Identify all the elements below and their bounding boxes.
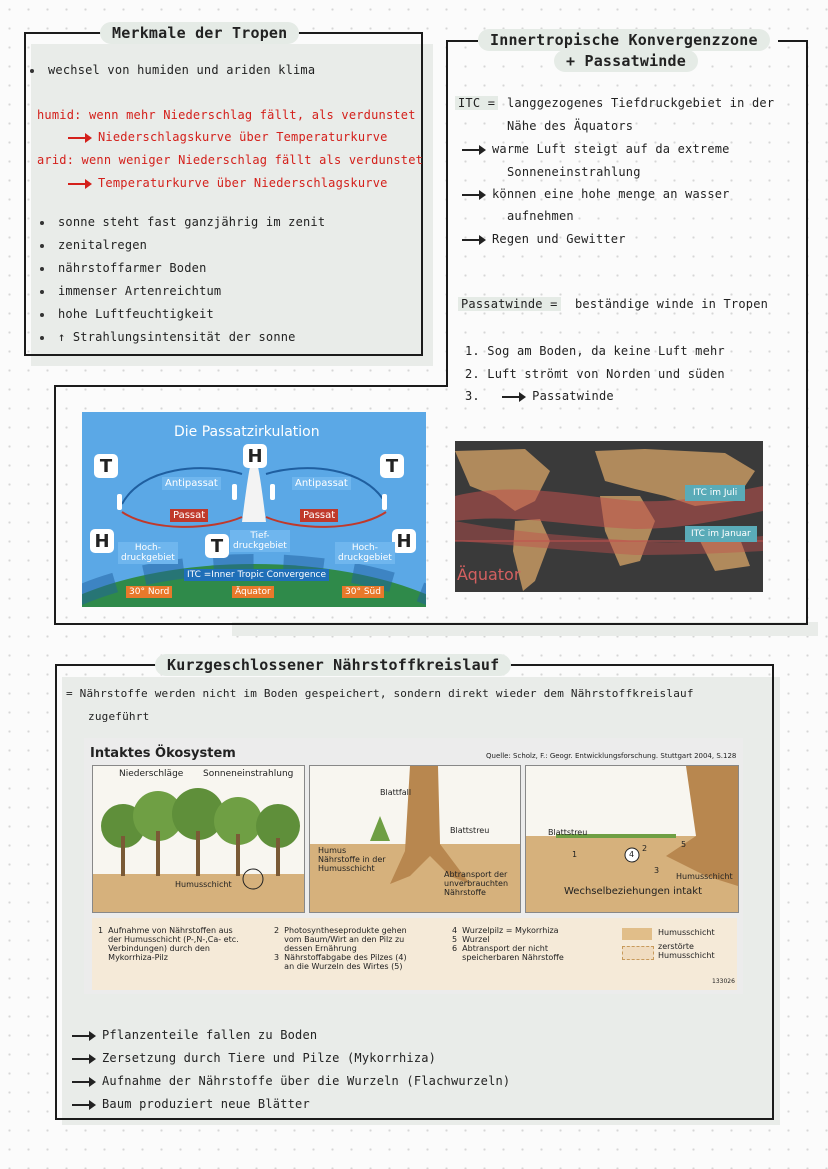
passat-label-right: Passat	[300, 509, 338, 522]
marker-4: 4	[629, 850, 635, 859]
arid-definition: arid: wenn weniger Niederschlag fällt als verdunstet	[37, 153, 424, 167]
legend-1: 1 Aufnahme von Nährstoffen aus der Humusschicht (P-,N-,Ca- etc. Verbindungen) durch den Mykorrhiza-Pilz	[98, 926, 239, 962]
list-item: zenitalregen	[40, 238, 147, 252]
itc-title: Innertropische Konvergenzzone	[478, 29, 770, 51]
H-marker: H	[243, 444, 267, 468]
legend-3: 4 Wurzelpilz = Mykorrhiza 5 Wurzel 6 Abtransport der nicht speicherbaren Nährstoffe	[452, 926, 564, 962]
arrow-icon	[462, 239, 484, 241]
blattstreu-label: Blattstreu	[450, 826, 490, 835]
arid-result: Temperaturkurve über Niederschlagskurve	[68, 176, 388, 190]
arrow-icon	[462, 149, 484, 151]
panel-forest	[92, 765, 305, 913]
oekosystem-figure	[84, 738, 743, 994]
passat-label-left: Passat	[170, 509, 208, 522]
niederschlag-label: Niederschläge	[119, 769, 184, 779]
itc-definition-1: langgezogenes Tiefdruckgebiet in der	[507, 96, 775, 110]
itc-point-2: können eine hohe menge an wasser	[462, 187, 730, 201]
itc-point-3: Regen und Gewitter	[462, 232, 626, 246]
step-1: Pflanzenteile fallen zu Boden	[72, 1028, 317, 1042]
blattfall-label: Blattfall	[380, 788, 412, 797]
itc-juli-label: ITC im Juli	[685, 485, 745, 501]
itc-mid-line	[54, 385, 448, 387]
nord-label: 30° Nord	[126, 586, 172, 598]
itc-subtitle: + Passatwinde	[554, 50, 698, 72]
key-humus-swatch	[622, 928, 652, 940]
key-destroyed-label: zerstörte Humusschicht	[658, 942, 715, 960]
arrow-icon	[72, 1104, 94, 1106]
hoch-label-right: Hoch- druckgebiet	[335, 542, 395, 564]
itc-bottom-line	[54, 623, 808, 625]
humusschicht-label-2: Humusschicht	[676, 872, 733, 881]
humid-definition: humid: wenn mehr Niederschlag fällt, als verdunstet	[37, 108, 416, 122]
marker-2: 2	[642, 844, 648, 853]
passat-figure-title: Die Passatzirkulation	[174, 424, 320, 440]
passat-step-2: 2. Luft strömt von Norden und süden	[465, 367, 725, 381]
arrow-icon	[68, 137, 90, 139]
passat-step-1: 1. Sog am Boden, da keine Luft mehr	[465, 344, 725, 358]
abtransport-label: Abtransport der unverbrauchten Nährstoffe	[444, 870, 509, 897]
tropen-title: Merkmale der Tropen	[100, 22, 299, 44]
key-destroyed-swatch	[622, 946, 654, 960]
itc-top-line-right	[778, 40, 808, 42]
step-2: Zersetzung durch Tiere und Pilze (Mykorrhiza)	[72, 1051, 436, 1065]
step-4: Baum produziert neue Blätter	[72, 1097, 310, 1111]
oekosystem-title: Intaktes Ökosystem	[90, 746, 236, 761]
thermometer-icon	[382, 494, 387, 510]
kreislauf-title: Kurzgeschlossener Nährstoffkreislauf	[155, 654, 511, 676]
itc-point-2b: aufnehmen	[507, 209, 574, 223]
kreislauf-definition-2: zugeführt	[88, 710, 150, 723]
key-humus-label: Humusschicht	[658, 928, 715, 937]
wechsel-label: Wechselbeziehungen intakt	[564, 886, 703, 897]
forest-illustration	[93, 766, 304, 912]
T-marker: T	[380, 454, 404, 478]
arrow-icon	[72, 1035, 94, 1037]
arrow-icon	[502, 396, 524, 398]
list-item: sonne steht fast ganzjährig im zenit	[40, 215, 325, 229]
passat-step-3: 3. Passatwinde	[465, 389, 614, 403]
humusschicht-label: Humusschicht	[175, 880, 232, 889]
arrow-icon	[68, 183, 90, 185]
kreislauf-definition-1: = Nährstoffe werden nicht im Boden gespeichert, sondern direkt wieder dem Nährstoffkreislauf	[66, 687, 694, 700]
thermometer-icon	[232, 484, 237, 500]
thermometer-icon	[117, 494, 122, 510]
arrow-icon	[462, 194, 484, 196]
passat-definition: beständige winde in Tropen	[575, 297, 769, 311]
marker-3: 3	[654, 866, 660, 875]
list-item: immenser Artenreichtum	[40, 284, 221, 298]
step-3: Aufnahme der Nährstoffe über die Wurzeln (Flachwurzeln)	[72, 1074, 510, 1088]
map-aequator-label: Äquator	[457, 565, 521, 584]
itc-legend-label: ITC =Inner Tropic Convergence	[184, 569, 329, 581]
itc-point-1: warme Luft steigt auf da extreme	[462, 142, 730, 156]
thermometer-icon	[270, 484, 275, 500]
T-marker: T	[94, 454, 118, 478]
marker-5: 5	[681, 840, 687, 849]
T-marker: T	[205, 534, 229, 558]
itc-point-1b: Sonneneinstrahlung	[507, 165, 641, 179]
tropen-intro: wechsel von humiden und ariden klima	[30, 63, 315, 77]
arrow-icon	[72, 1058, 94, 1060]
H-marker: H	[90, 529, 114, 553]
list-item: ↑ Strahlungsintensität der sonne	[40, 330, 296, 344]
passat-label: Passatwinde =	[458, 297, 561, 311]
itc-label: ITC =	[455, 96, 498, 110]
H-marker: H	[392, 529, 416, 553]
itc-left-line	[446, 40, 448, 385]
panel-mycorrhiza	[525, 765, 739, 913]
passat-figure	[82, 412, 426, 607]
itc-definition-2: Nähe des Äquators	[507, 119, 634, 133]
list-item: hohe Luftfeuchtigkeit	[40, 307, 214, 321]
antipassat-label-right: Antipassat	[292, 477, 351, 490]
tief-label: Tief- druckgebiet	[230, 530, 290, 552]
itc-map-figure	[455, 441, 763, 592]
itc-top-line-left	[448, 40, 478, 42]
list-item: nährstoffarmer Boden	[40, 261, 207, 275]
hoch-label-left: Hoch- druckgebiet	[118, 542, 178, 564]
panel-root	[309, 765, 521, 913]
marker-1: 1	[572, 850, 578, 859]
humid-result: Niederschlagskurve über Temperaturkurve	[68, 130, 388, 144]
legend-2: 2 Photosyntheseprodukte gehen vom Baum/Wirt an den Pilz zu dessen Ernährung 3 Nährstoffabgabe des Pilzes (4) an die Wurzeln des Wirtes (5)	[274, 926, 407, 971]
oekosystem-source: Quelle: Scholz, F.: Geogr. Entwicklungsforschung. Stuttgart 2004, S.128	[486, 752, 737, 760]
aequator-label: Äquator	[232, 586, 274, 598]
humus-label: Humus Nährstoffe in der Humusschicht	[318, 846, 386, 873]
antipassat-label-left: Antipassat	[162, 477, 221, 490]
arrow-icon	[72, 1081, 94, 1083]
itc-lower-left-line	[54, 385, 56, 625]
sued-label: 30° Süd	[342, 586, 384, 598]
blattstreu-label-2: Blattstreu	[548, 828, 588, 837]
sonne-label: Sonneneinstrahlung	[203, 769, 294, 779]
figure-code: 133026	[712, 978, 735, 985]
itc-januar-label: ITC im Januar	[685, 526, 757, 542]
legend-row	[92, 918, 737, 990]
